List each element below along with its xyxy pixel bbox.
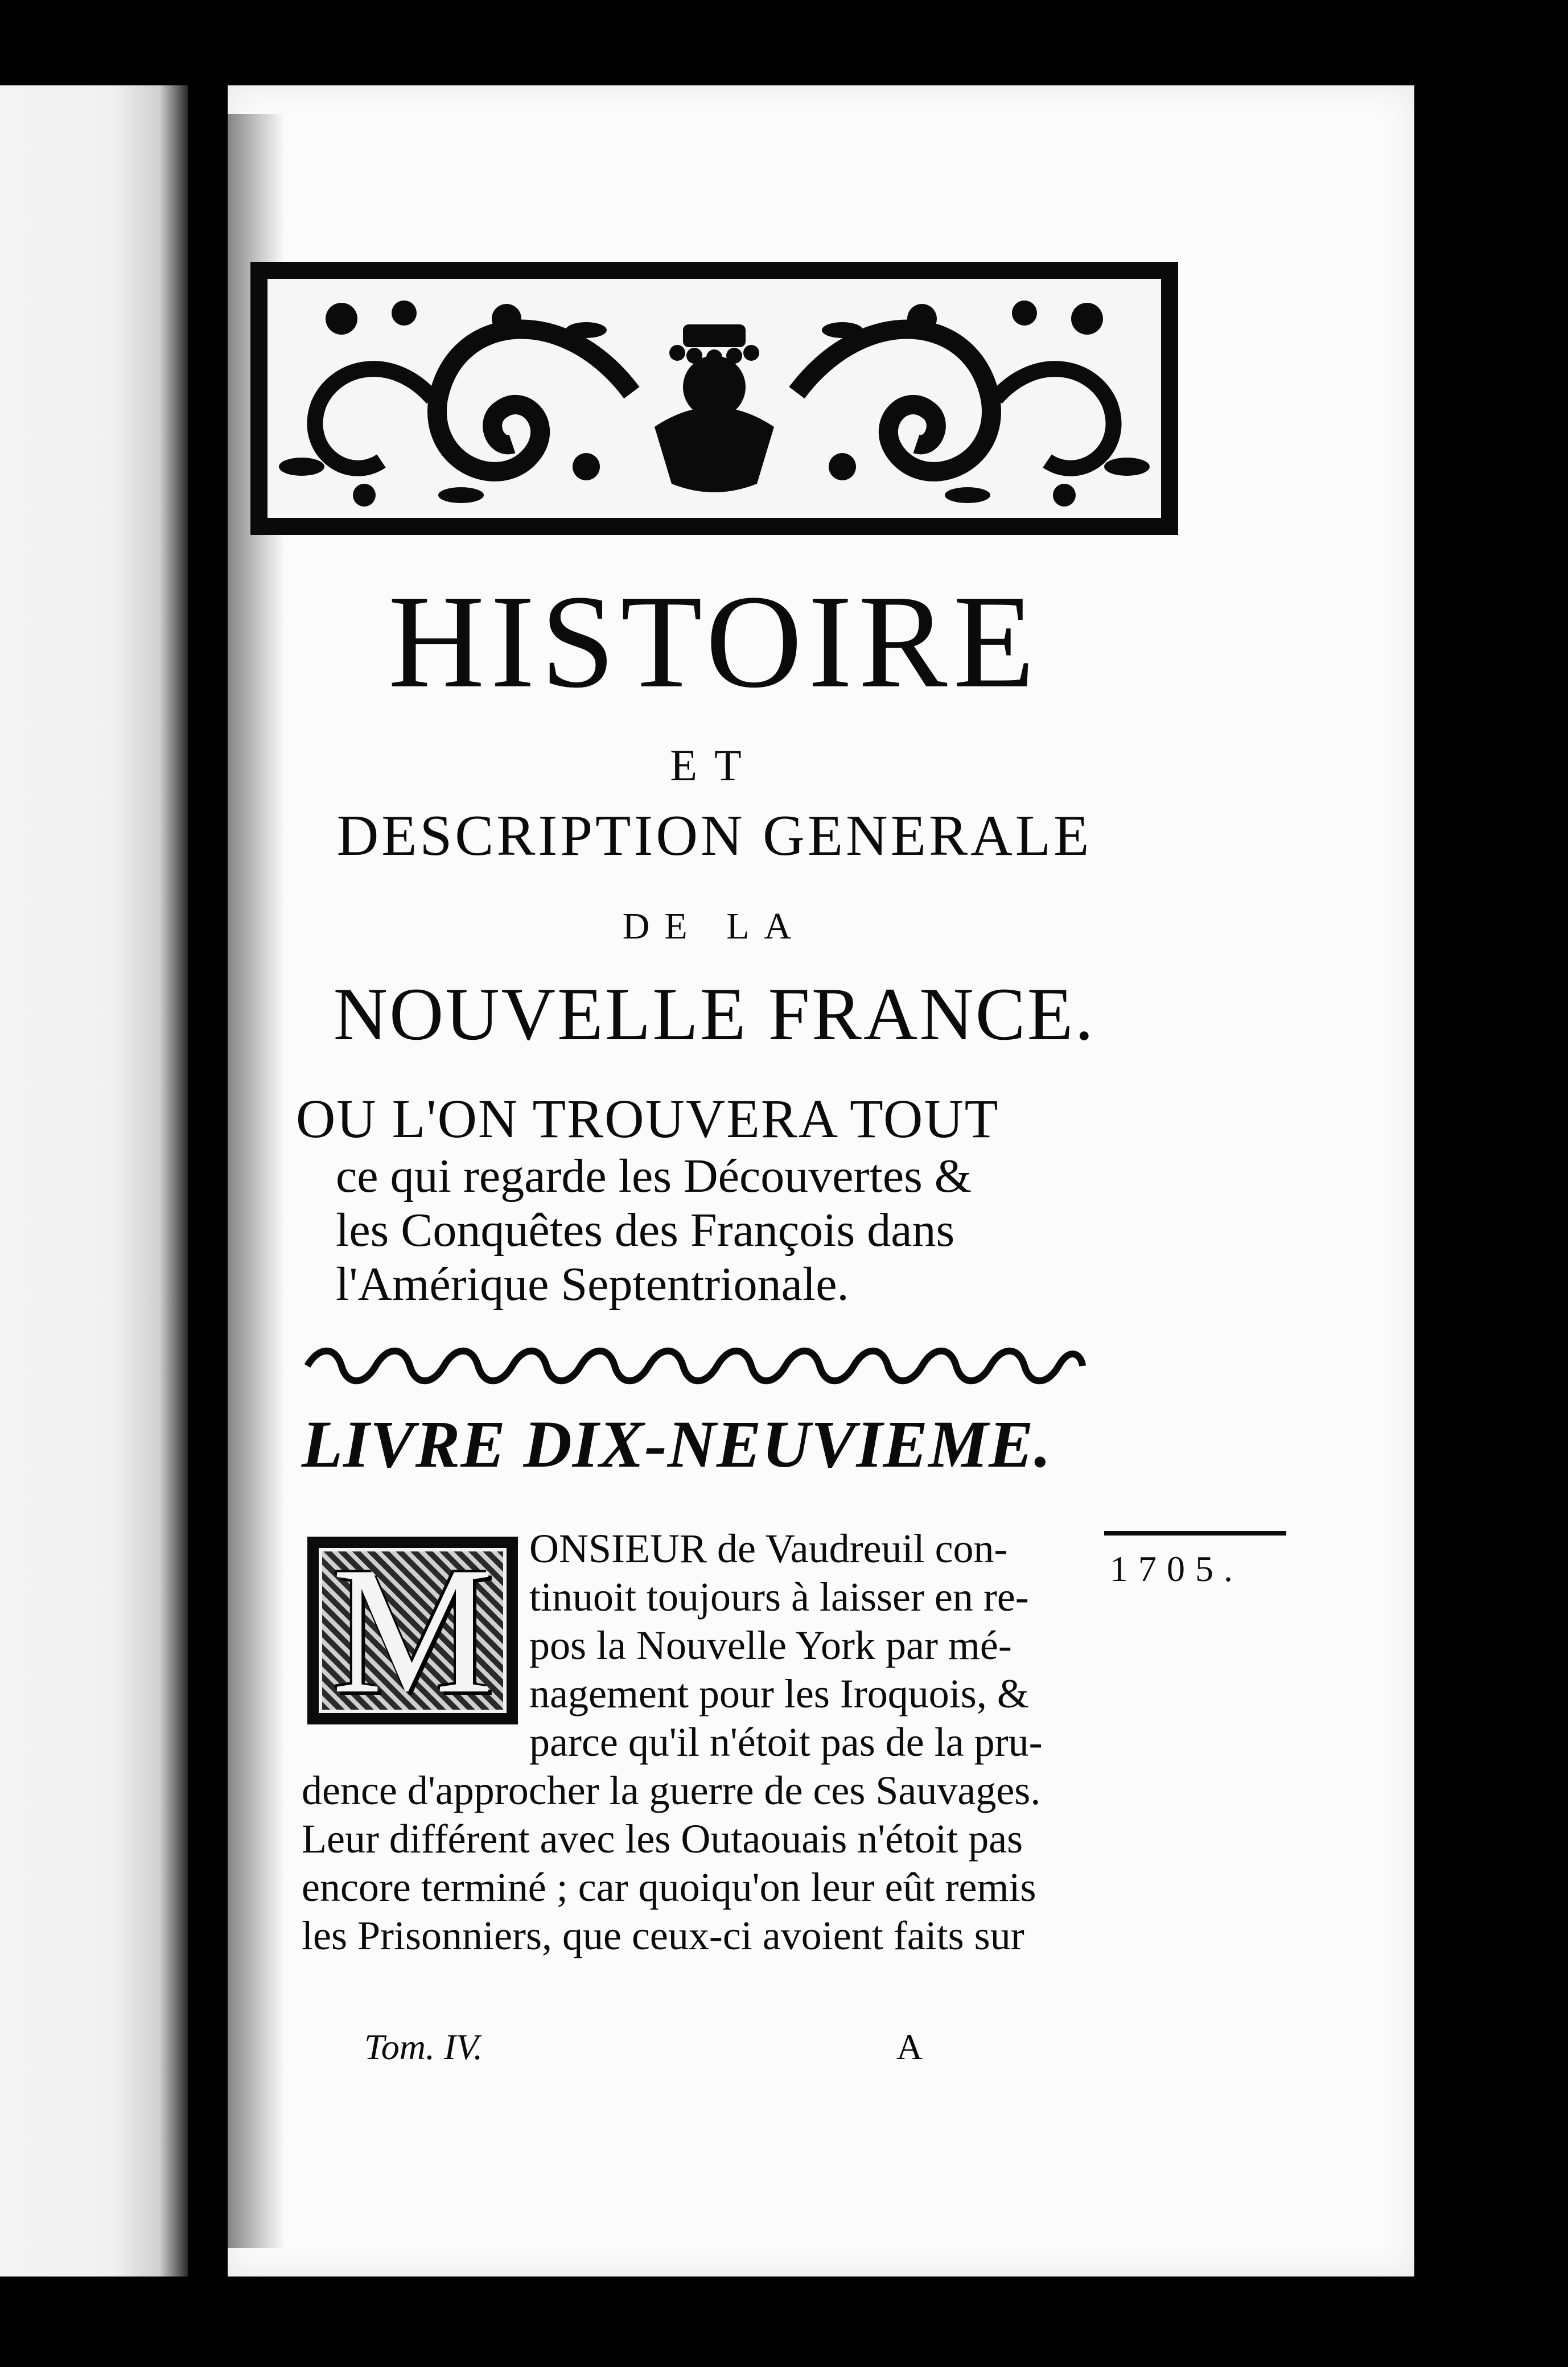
body-line: nagement pour les Iroquois, & (529, 1671, 1029, 1716)
ornamental-rule (302, 1343, 1087, 1389)
body-line: tinuoit toujours à laisser en re- (529, 1574, 1029, 1620)
book-heading: LIVRE DIX-NEUVIEME. (302, 1407, 1052, 1481)
margin-rule (1104, 1531, 1286, 1536)
page-title: HISTOIRE (388, 567, 1041, 715)
body-line: encore terminé ; car quoiqu'on leur eût remis (302, 1864, 1036, 1910)
drop-cap (307, 1530, 518, 1731)
conjunction-et: ET (670, 740, 759, 790)
subtitle-line-2: ce qui regarde les Découvertes & (336, 1150, 972, 1203)
subtitle-line-3: les Conquêtes des François dans (336, 1204, 955, 1257)
floral-ornament-icon (267, 279, 1161, 518)
body-line: Leur différent avec les Outaouais n'étoit pas (302, 1816, 1023, 1862)
description-heading: DESCRIPTION GENERALE (336, 804, 1092, 868)
facing-page-edge (0, 85, 188, 2277)
signature-mark: A (896, 2027, 923, 2067)
headpiece-ornament (250, 262, 1178, 535)
body-line: pos la Nouvelle York par mé- (529, 1623, 1012, 1668)
margin-year: 1705. (1110, 1549, 1243, 1589)
nouvelle-france-heading: NOUVELLE FRANCE. (333, 972, 1096, 1056)
body-line: ONSIEUR de Vaudreuil con- (529, 1526, 1008, 1571)
body-line: dence d'approcher la guerre de ces Sauvages. (302, 1768, 1041, 1813)
volume-label: Tom. IV. (364, 2027, 483, 2067)
subtitle-line-4: l'Amérique Septentrionale. (336, 1258, 849, 1311)
body-line: les Prisonniers, que ceux-ci avoient faits sur (302, 1913, 1024, 1958)
subtitle-line-1: OU L'ON TROUVERA TOUT (296, 1088, 999, 1149)
scroll-border-icon (302, 1343, 1087, 1389)
de-la-heading: DE LA (622, 905, 806, 947)
drop-cap-letter: M (331, 1530, 494, 1731)
body-line: parce qu'il n'étoit pas de la pru- (529, 1719, 1043, 1765)
